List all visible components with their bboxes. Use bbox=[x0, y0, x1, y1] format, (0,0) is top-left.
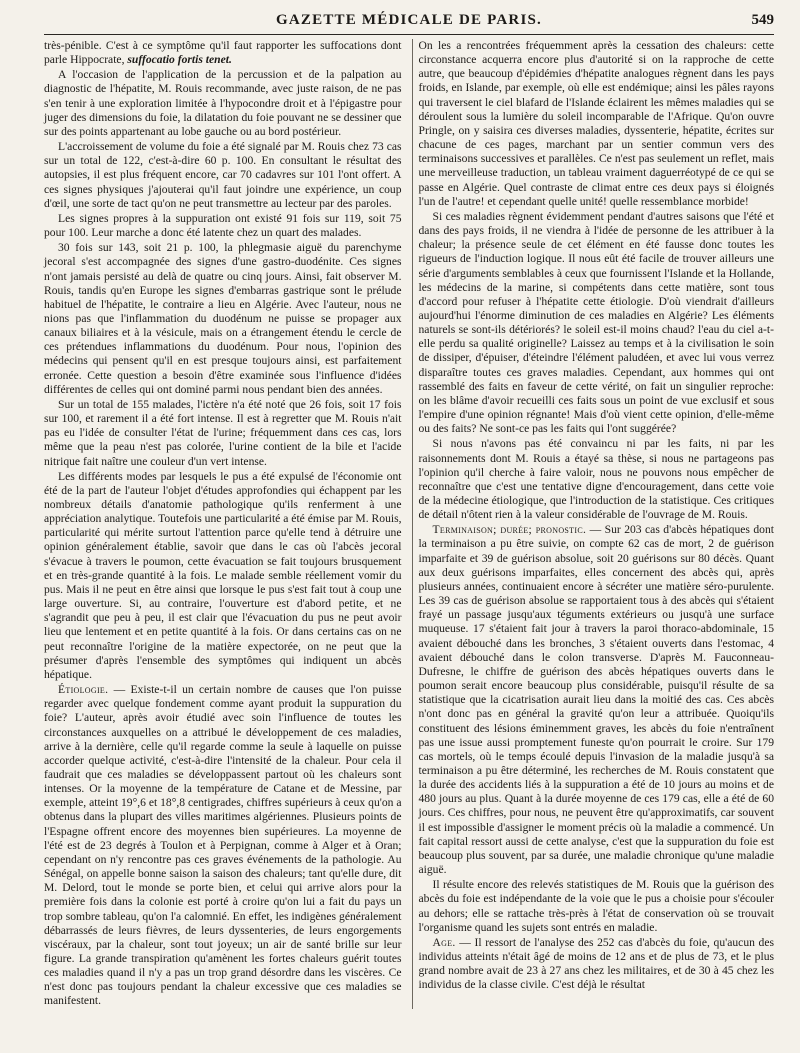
paragraph bbox=[419, 878, 775, 935]
paragraph-text: 30 fois sur 143, soit 21 p. 100, la phlegmasie aiguë du parenchyme jecoral s'est accompagnée des signes d'une gastro-duodénite. Ces signes n'ont jamais persisté au delà de quatre ou cinq jours. Ainsi, fait observer M. Rouis, tandis qu'en Europe les signes d'embarras gastrique sont le prélude habituel de l'hépatite, le contraire a lieu en Algérie. Avec l'auteur, nous ne nions pas que l'inflammation du duodénum ne puisse se propager aux canaux biliaires et à la vésicule, mais on a étrangement étendu le cercle de ces prétendues inflammations du duodénum. Pour nous, l'opinion des médecins qui pensent qu'il en est presque toujours ainsi, est parfaitement erronée. Cette question a besoin d'être examinée sous l'influence d'idées différentes de celles qui ont dominé parmi nous pendant bien des années. bbox=[44, 241, 402, 396]
left-column bbox=[44, 39, 402, 1009]
paragraph-text: On les a rencontrées fréquemment après la cessation des chaleurs: cette circonstance acquerra encore plus d'autorité si on la rapproche de cette autre, que beaucoup d'épidémies d'hépatite analogues règnent dans les pays froids, en Islande, par exemple, où elle est endémique; ainsi les pâles rayons qui traversent le ciel blafard de l'Islande éclairent les mêmes maladies qui se déroulent sous la lumière du soleil incomparable de l'Afrique. Qu'on ouvre Pringle, on y saisira ces diverses maladies, dyssenterie, hépatite, écrites sur chacune de ces pages, marchant par un sentier commun vers des terminaisons successives et parallèles. Ce n'est pas seulement un reflet, mais une merveilleuse traduction, un tableau vraiment daguerréotypé de ce qui se passe en Algérie. Quel contraste de climat entre ces deux pays si éloignés l'un de l'autre! et cependant quelle unité! quelle ressemblance morbide! bbox=[418, 39, 774, 208]
paragraph-text: L'accroissement de volume du foie a été signalé par M. Rouis chez 73 cas sur un total de 122, c'est-à-dire 60 p. 100. En consultant le résultat des autopsies, il est plus fréquent encore, car 70 cadavres sur 101 l'ont offert. A ces signes physiques j'ajouterai qu'il faut joindre une expérience, un coup d'œil, une sorte de tact qu'on ne peut transmettre au lecteur par des paroles. bbox=[44, 140, 402, 210]
paragraph bbox=[419, 39, 775, 209]
latin-quote: suffocatio fortis tenet. bbox=[127, 53, 232, 67]
paragraph-text: — Il ressort de l'analyse des 252 cas d'abcès du foie, qu'aucun des individus atteints n'était âgé de moins de 12 ans et de plus de 73, et le plus grand nombre avait de 23 à 27 ans chez les militaires, et de 30 à 45 chez les individus de la classe civile. C'est déjà le résultat bbox=[418, 935, 774, 992]
paragraph bbox=[44, 68, 402, 139]
paragraph-text: — Existe-t-il un certain nombre de causes que l'on puisse regarder avec quelque fondement comme ayant produit la suppuration du foie? L'auteur, après avoir étudié avec soin l'influence de toutes les circonstances auxquelles on a attribué le développement de ces maladies, arrive à la dernière, celle qu'il regarde comme la seule à laquelle on puisse accorder quelque activité, c'est-à-dire l'intensité de la chaleur. Pour cela il faudrait que ces maladies se développassent partout où les chaleurs sont intenses. Or la moyenne de la température de Catane et de Messine, par exemple, atteint 19°,6 et 18°,8 centigrades, chiffres supérieurs à ceux qu'on a obtenus dans la plupart des villes maritimes algériennes. Plusieurs points de l'Espagne offrent encore des moyennes bien supérieures. La moyenne de l'été est de 23 degrés à Toulon et à Perpignan, comme à Alger et à Oran; cependant on n'y rencontre pas ces graves événements de la pathologie. Au Sénégal, on appelle bonne saison la saison des chaleurs; tant qu'elle dure, dit M. Delord, tout le monde se porte bien, et celui qui arrive alors pour la première fois dans la colonie est porté à croire qu'on lui a fait du pays un trop sombre tableau, qu'on l'a calomnié. En effet, les indigènes généralement débarrassés de leurs fièvres, de leurs dyssenteries, de leurs engorgements viscéraux, par la chaleur, sont tout joyeux; un air de santé brille sur leur figure. La grande transpiration qu'amènent les fortes chaleurs guérit toutes ces maladies quand il n'y a pas un trop grand désordre dans les viscères. Ce n'est donc pas toujours pendant la chaleur excessive que ces maladies se manifestent. bbox=[44, 683, 402, 1008]
paragraph-text: — Sur 203 cas d'abcès hépatiques dont la terminaison a pu être suivie, on compte 62 cas de mort, 2 de guérison imparfaite et 39 de guérison absolue, soit 20 guérisons sur 80 décès. Quant aux deux guérisons imparfaites, elles concernent des abcès qui, après plusieurs années, continuaient encore à sécréter une matière séro-purulente. Les 39 cas de guérison absolue se rapportaient tous à des abcès qui s'étaient frayé un passage jusqu'aux téguments extérieurs ou jusqu'à une surface muqueuse. 17 s'étaient fait jour à travers la paroi thoraco-abdominale, 15 avaient débouché dans les bronches, 3 s'étaient ouverts dans l'estomac, 4 avaient débouché dans le colon transverse. D'après M. Fauconneau-Dufresne, le chiffre de guérison des abcès hépatiques ouverts dans le poumon serait encore beaucoup plus considérable, puisqu'il résulte de sa statistique que la cicatrisation aurait lieu dans la moitié des cas. Ces abcès n'ont donc pas en général la gravité qu'on leur a attribuée. Quoiqu'ils constituent des lésions éminemment graves, les abcès du foie n'entraînent pas une issue aussi promptement funeste qu'on pourrait le croire. Sur 179 cas mortels, où le temps écoulé depuis l'invasion de la maladie jusqu'à sa terminaison a pu être déterminé, les recherches de M. Rouis constatent que la durée des accidents liés à la suppuration a été de 10 jours au moins et de 480 jours au plus. Quant à la durée moyenne de ces 179 cas, elle a été de 60 jours. Ces chiffres, pour nous, ne peuvent être qu'approximatifs, car souvent il est impossible d'assigner le moment précis où la maladie a commencé. Un fait capital ressort aussi de cette analyse, c'est que la suppuration du foie est beaucoup plus souvent, par sa durée, une maladie chronique qu'une maladie aiguë. bbox=[418, 523, 774, 877]
paragraph bbox=[44, 470, 402, 682]
journal-title: GAZETTE MÉDICALE DE PARIS. bbox=[276, 12, 542, 28]
page-number: 549 bbox=[751, 12, 774, 28]
paragraph-text: Les signes propres à la suppuration ont existé 91 fois sur 119, soit 75 pour 100. Leur marche a donc été latente chez un quart des malades. bbox=[44, 211, 402, 240]
section-heading: Age. bbox=[432, 935, 456, 949]
paragraph bbox=[44, 140, 402, 211]
paragraph bbox=[419, 523, 775, 877]
paragraph-text: Si nous n'avons pas été convaincu ni par les faits, ni par les raisonnements dont M. Rouis a étayé sa thèse, si nous ne partageons pas l'opinion qu'il cherche à faire valoir, nous ne pouvons nous empêcher de reconnaître que c'est une tentative digne d'encouragement, dans cette voie de la médecine étiologique, que l'introduction de la statistique. Ces critiques de détail n'ôtent rien à la valeur considérable de l'ouvrage de M. Rouis. bbox=[418, 437, 774, 522]
paragraph bbox=[44, 683, 402, 1009]
paragraph bbox=[419, 437, 775, 522]
paragraph bbox=[419, 936, 775, 993]
section-heading: Terminaison; durée; pronostic. bbox=[432, 523, 587, 537]
section-heading: Étiologie. bbox=[58, 683, 109, 697]
running-header bbox=[44, 10, 774, 35]
paragraph-text: A l'occasion de l'application de la percussion et de la palpation au diagnostic de l'hépatite, M. Rouis recommande, avec juste raison, de ne pas s'en tenir à une exploration limitée à l'hypocondre droit et à l'épigastre pour juger des dimensions du foie, la dilatation du foie pouvant ne se dessiner que sur des points appartenant au lobe gauche ou au bord postérieur. bbox=[44, 68, 402, 138]
paragraph bbox=[44, 212, 402, 240]
paragraph-text: Il résulte encore des relevés statistiques de M. Rouis que la guérison des abcès du foie est indépendante de la voie que le pus a choisie pour s'écouler au dehors; elle se rattache très-près à l'état de conservation où se trouvait l'organisme quand les sujets sont entrés en maladie. bbox=[418, 878, 774, 934]
paragraph-text: Sur un total de 155 malades, l'ictère n'a été noté que 26 fois, soit 17 fois sur 100, et rarement il a été fort intense. Il est à regretter que M. Rouis n'ait pas eu l'idée de consulter l'état de l'urine; fréquemment dans ces cas, lors même que la peau n'est pas colorée, l'urine contient de la bile et l'acide nitrique fait naître une couleur d'un vert intense. bbox=[44, 397, 402, 468]
paragraph-text: très-pénible. C'est à ce symptôme qu'il faut rapporter les suffocations dont parle Hippocrate, bbox=[44, 39, 402, 67]
paragraph-text: Les différents modes par lesquels le pus a été expulsé de l'économie ont été de la part de l'auteur l'objet d'études approfondies qui échappent par les nombreux détails d'anatomie pathologique qu'ils renferment à une appréciation analytique. Toutefois une particularité a été émise par M. Rouis, particularité qui mérite surtout l'attention parce qu'elle tend à détruire une opinion généralement établie, savoir que dans le cas où l'abcès jecoral s'évacue à travers le poumon, cette évacuation se fait toujours brusquement et en très-grande quantité à la fois. Le malade semble réellement vomir du pus. Mais il ne peut en être ainsi que lorsque le pus s'est fait tout à coup une large ouverture. Si, au contraire, l'ouverture est d'abord petite, et ne s'agrandit que peu à peu, il est clair que l'évacuation du pus ne peut avoir lieu que lentement et en petite quantité à la fois. Or dans certains cas on ne peut reconnaître l'origine de la matière expectorée, on ne peut que la présumer d'après l'ensemble des symptômes qui indiquent un abcès hépatique. bbox=[44, 469, 402, 681]
paragraph-text: Si ces maladies règnent évidemment pendant d'autres saisons que l'été et dans des pays froids, il ne viendra à l'idée de personne de les attribuer à la chaleur; la présence seule de cet élément en été fausse donc toutes les rigueurs de l'induction logique. Il nous eût été facile de trouver ailleurs une série d'arguments semblables à ceux que fournissent l'Islande et la Hollande, les médecins de la marine, si compétents dans cette matière, sont tous d'accord pour refuser à l'hépatite cette étiologie. D'où viendrait d'ailleurs aujourd'hui l'énorme diminution de ces maladies en Algérie? Les éléments naturels se sont-ils détériorés? le soleil est-il moins chaud? l'eau du ciel a-t-elle perdu sa qualité originelle? Laissez au temps et à la civilisation le soin de dissiper, d'épuiser, d'éteindre l'élément paludéen, et avec lui vous verrez disparaître toutes ces graves maladies. Cependant, aux hommes qui ont rassemblé des faits en faveur de cette vérité, on fait un singulier reproche: on les blâme d'avoir recueilli ces faits sous un point de vue exclusif et sous l'empire d'une opinion régnante! Mais d'où vient cette opinion, d'elle-même ou des faits? Ne sont-ce pas les faits qui l'ont suggérée? bbox=[418, 209, 774, 436]
paragraph bbox=[44, 39, 402, 67]
paragraph bbox=[44, 241, 402, 397]
right-column bbox=[412, 39, 775, 1009]
text-columns bbox=[44, 39, 774, 1009]
paragraph bbox=[44, 398, 402, 469]
paragraph bbox=[419, 210, 775, 437]
